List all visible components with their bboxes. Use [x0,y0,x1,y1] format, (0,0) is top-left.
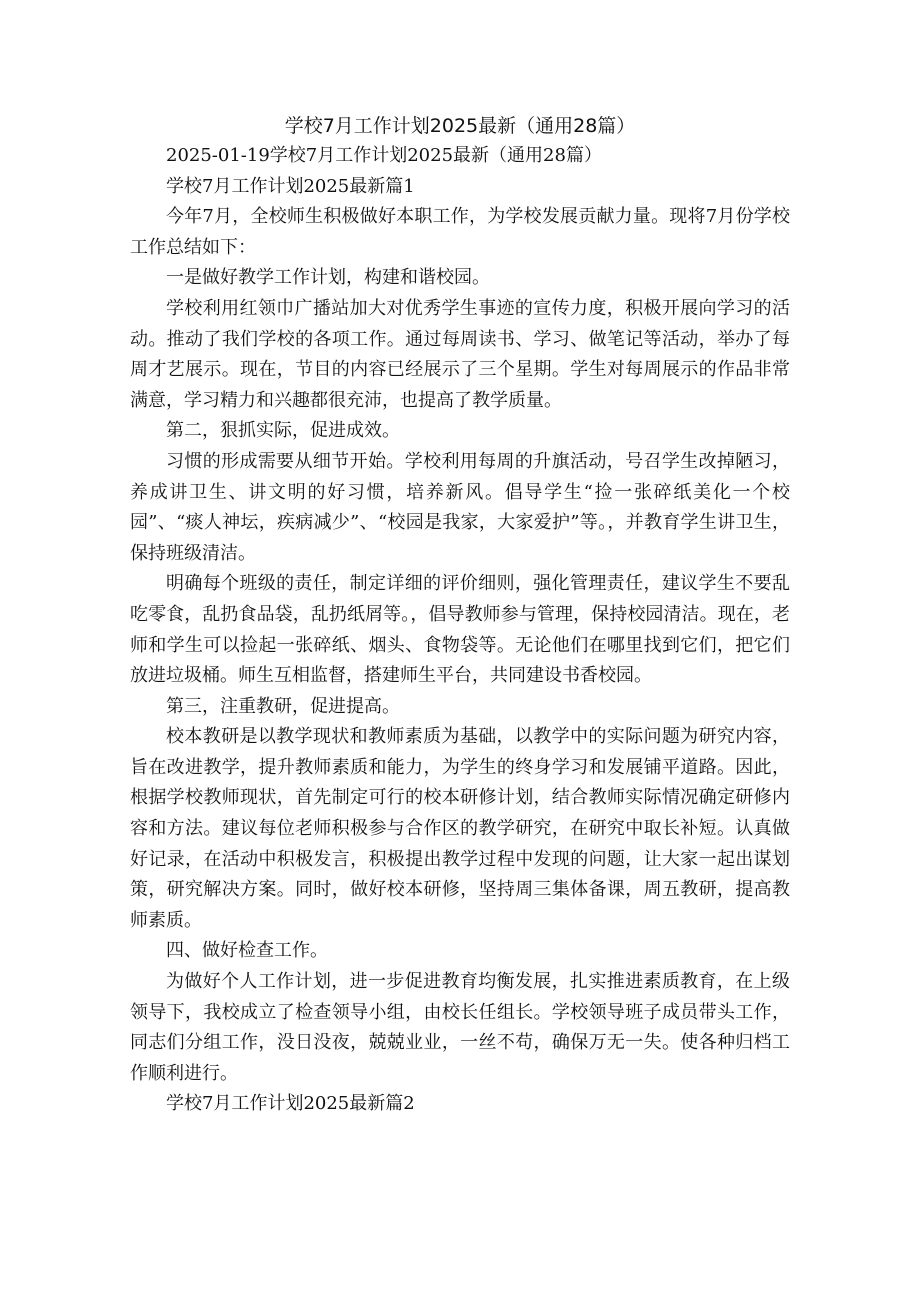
paragraph: 第二，狠抓实际，促进成效。 [166,420,400,442]
paragraph: 一是做好教学工作计划，构建和谐校园。 [166,267,490,289]
paragraph: 为做好个人工作计划，进一步促进教育均衡发展，扎实推进素质教育，在上级领导下，我校成立了检查领导小组，由校长任组长。学校领导班子成员带头工作，同志们分组工作，没日没夜，兢兢业业，一丝不苟，确保万无一失。使各种归档工作顺利进行。 [130,971,790,1084]
meta-line: 2025-01-19学校7月工作计划2025最新（通用28篇） [166,145,602,166]
paragraph: 第三，注重教研，促进提高。 [166,695,400,717]
document-body [130,141,790,1120]
paragraph: 明确每个班级的责任，制定详细的评价细则，强化管理责任，建议学生不要乱吃零食，乱扔食品袋，乱扔纸屑等。，倡导教师参与管理，保持校园清洁。现在，老师和学生可以捡起一张碎纸、烟头、食物袋等。无论他们在哪里找到它们，把它们放进垃圾桶。师生互相监督，搭建师生平台，共同建设书香校园。 [130,573,790,687]
paragraph: 校本教研是以教学现状和教师素质为基础，以教学中的实际问题为研究内容，旨在改进教学，提升教师素质和能力，为学生的终身学习和发展铺平道路。因此，根据学校教师现状，首先制定可行的校本研修计划，结合教师实际情况确定研修内容和方法。建议每位老师积极参与合作区的教学研究，在研究中取长补短。认真做好记录，在活动中积极发言，积极提出教学过程中发现的问题，让大家一起出谋划策，研究解决方案。同时，做好校本研修，坚持周三集体备课，周五教研，提高教师素质。 [130,726,790,931]
paragraph: 学校利用红领巾广播站加大对优秀学生事迹的宣传力度，积极开展向学习的活动。推动了我们学校的各项工作。通过每周读书、学习、做笔记等活动，举办了每周才艺展示。现在，节目的内容已经展示了三个星期。学生对每周展示的作品非常满意，学习精力和兴趣都很充沛，也提高了教学质量。 [130,297,790,411]
section-heading: 学校7月工作计划2025最新篇1 [166,175,415,197]
document-title: 学校7月工作计划2025最新（通用28篇） [284,115,636,137]
section-heading: 学校7月工作计划2025最新篇2 [166,1093,415,1115]
paragraph: 习惯的形成需要从细节开始。学校利用每周的升旗活动，号召学生改掉陋习，养成讲卫生、讲文明的好习惯，培养新风。倡导学生“捡一张碎纸美化一个校园”、“痰人神坛，疾病减少”、“校园是我家，大家爱护”等。，并教育学生讲卫生，保持班级清洁。 [130,450,790,564]
paragraph: 今年7月，全校师生积极做好本职工作，为学校发展贡献力量。现将7月份学校工作总结如下： [130,206,790,258]
paragraph: 四、做好检查工作。 [166,940,328,962]
